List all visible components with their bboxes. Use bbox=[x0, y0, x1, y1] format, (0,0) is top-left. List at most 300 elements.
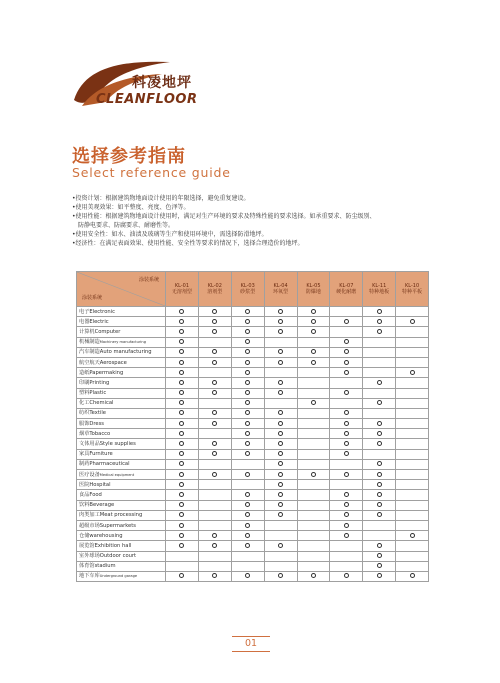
suitability-cell bbox=[166, 510, 199, 520]
suitable-circle-icon bbox=[245, 543, 250, 548]
suitable-circle-icon bbox=[344, 410, 349, 415]
industry-cn: 塑料 bbox=[79, 390, 90, 397]
industry-en: Papermaking bbox=[89, 369, 124, 376]
industry-en: Supermarkets bbox=[99, 522, 136, 529]
table-row bbox=[77, 347, 429, 357]
suitable-circle-icon bbox=[311, 319, 316, 324]
industry-cn: 汽车制造 bbox=[79, 349, 100, 356]
suitable-circle-icon bbox=[311, 309, 316, 314]
suitability-cell bbox=[363, 520, 396, 530]
suitable-circle-icon bbox=[344, 441, 349, 446]
suitability-cell bbox=[330, 337, 363, 347]
suitable-circle-icon bbox=[344, 390, 349, 395]
suitable-circle-icon bbox=[410, 573, 415, 578]
suitable-circle-icon bbox=[179, 512, 184, 517]
industry-en: Electric bbox=[89, 318, 109, 325]
column-code: KL-07 bbox=[339, 282, 354, 289]
industry-en: Underground garage bbox=[99, 574, 138, 579]
table-row bbox=[77, 561, 429, 571]
suitable-circle-icon bbox=[245, 421, 250, 426]
industry-cn: 造纸 bbox=[79, 369, 90, 376]
table-row bbox=[77, 480, 429, 490]
suitability-cell bbox=[396, 449, 429, 459]
suitability-cell bbox=[264, 459, 297, 469]
industry-cn: 机械制造 bbox=[79, 339, 100, 346]
table-corner-cell bbox=[77, 272, 166, 307]
suitable-circle-icon bbox=[179, 533, 184, 538]
suitability-cell bbox=[231, 531, 264, 541]
bullet-item: •使用美观效果：如平整度、亮度、色泽等。 bbox=[72, 204, 190, 211]
suitability-cell bbox=[297, 551, 330, 561]
suitability-cell bbox=[231, 357, 264, 367]
suitability-cell bbox=[396, 357, 429, 367]
column-header bbox=[166, 272, 199, 307]
suitability-cell bbox=[264, 347, 297, 357]
suitable-circle-icon bbox=[344, 339, 349, 344]
suitable-circle-icon bbox=[245, 309, 250, 314]
suitability-cell bbox=[396, 531, 429, 541]
column-name: 防爆地 bbox=[305, 289, 321, 295]
suitable-circle-icon bbox=[245, 349, 250, 354]
table-row bbox=[77, 398, 429, 408]
suitability-cell bbox=[166, 439, 199, 449]
suitable-circle-icon bbox=[179, 370, 184, 375]
suitability-cell bbox=[396, 307, 429, 317]
bullet-item: •使用性能：根据建筑物地面设计使用时，满足对生产环境的要求及特殊性能的要求选择。如承重要求、防尘级别、 bbox=[72, 213, 376, 220]
suitability-cell bbox=[396, 490, 429, 500]
suitability-cell bbox=[330, 419, 363, 429]
column-code: KL-01 bbox=[174, 282, 190, 289]
suitability-cell bbox=[264, 337, 297, 347]
suitability-cell bbox=[198, 439, 231, 449]
suitable-circle-icon bbox=[278, 309, 283, 314]
suitability-cell bbox=[264, 419, 297, 429]
suitability-cell bbox=[330, 551, 363, 561]
suitability-cell bbox=[396, 551, 429, 561]
suitability-cell bbox=[363, 398, 396, 408]
suitability-cell bbox=[264, 429, 297, 439]
suitability-cell bbox=[396, 398, 429, 408]
suitability-cell bbox=[166, 337, 199, 347]
suitability-cell bbox=[264, 317, 297, 327]
suitability-cell bbox=[231, 480, 264, 490]
suitable-circle-icon bbox=[179, 523, 184, 528]
column-header bbox=[363, 272, 396, 307]
suitable-circle-icon bbox=[344, 360, 349, 365]
suitable-circle-icon bbox=[410, 319, 415, 324]
suitability-cell bbox=[166, 520, 199, 530]
suitable-circle-icon bbox=[245, 370, 250, 375]
suitability-cell bbox=[198, 429, 231, 439]
suitable-circle-icon bbox=[278, 512, 283, 517]
industry-cn: 烟草 bbox=[79, 430, 90, 437]
bullet-item-continued: 防静电要求、防腐要求、耐磨性等。 bbox=[78, 222, 175, 229]
suitability-cell bbox=[363, 439, 396, 449]
suitability-cell bbox=[231, 490, 264, 500]
suitable-circle-icon bbox=[278, 451, 283, 456]
suitability-cell bbox=[264, 500, 297, 510]
table-row bbox=[77, 337, 429, 347]
suitability-cell bbox=[198, 561, 231, 571]
suitability-cell bbox=[363, 480, 396, 490]
industry-cn: 地下车库 bbox=[79, 573, 100, 580]
industry-label bbox=[77, 551, 166, 561]
suitability-cell bbox=[363, 408, 396, 418]
suitable-circle-icon bbox=[377, 553, 382, 558]
suitable-circle-icon bbox=[377, 461, 382, 466]
suitable-circle-icon bbox=[212, 390, 217, 395]
column-code: KL-05 bbox=[306, 282, 321, 289]
suitability-cell bbox=[330, 571, 363, 581]
suitable-circle-icon bbox=[212, 472, 217, 477]
column-name: 特种地板 bbox=[369, 289, 390, 295]
table-row bbox=[77, 541, 429, 551]
suitable-circle-icon bbox=[344, 370, 349, 375]
industry-cn: 家具 bbox=[79, 451, 90, 458]
bullet-item: •投资计划：根据建筑物地面设计使用的年限选择，避免重复建设。 bbox=[72, 195, 250, 202]
industry-label bbox=[77, 459, 166, 469]
column-code: KL-04 bbox=[273, 282, 288, 289]
column-header bbox=[231, 272, 264, 307]
suitable-circle-icon bbox=[344, 431, 349, 436]
suitability-cell bbox=[198, 531, 231, 541]
industry-en: Furniture bbox=[89, 451, 113, 458]
suitability-cell bbox=[297, 368, 330, 378]
suitability-cell bbox=[363, 317, 396, 327]
suitable-circle-icon bbox=[212, 543, 217, 548]
suitability-cell bbox=[396, 541, 429, 551]
suitable-circle-icon bbox=[278, 360, 283, 365]
suitable-circle-icon bbox=[278, 380, 283, 385]
suitability-cell bbox=[198, 571, 231, 581]
industry-label bbox=[77, 480, 166, 490]
suitability-cell bbox=[363, 357, 396, 367]
table-row bbox=[77, 470, 429, 480]
suitable-circle-icon bbox=[179, 329, 184, 334]
suitability-cell bbox=[198, 368, 231, 378]
suitable-circle-icon bbox=[377, 329, 382, 334]
suitability-cell bbox=[198, 398, 231, 408]
industry-cn: 文体用品 bbox=[79, 441, 100, 448]
table-row bbox=[77, 419, 429, 429]
industry-cn: 电子 bbox=[79, 308, 90, 315]
suitability-cell bbox=[297, 388, 330, 398]
suitability-cell bbox=[231, 510, 264, 520]
suitable-circle-icon bbox=[344, 533, 349, 538]
suitability-cell bbox=[396, 429, 429, 439]
industry-label bbox=[77, 378, 166, 388]
industry-label bbox=[77, 500, 166, 510]
suitable-circle-icon bbox=[245, 451, 250, 456]
suitability-cell bbox=[330, 459, 363, 469]
table-row bbox=[77, 429, 429, 439]
industry-cn: 电器 bbox=[79, 318, 90, 325]
industry-label bbox=[77, 317, 166, 327]
column-name: 特种平板 bbox=[402, 289, 423, 295]
suitable-circle-icon bbox=[212, 573, 217, 578]
suitable-circle-icon bbox=[179, 543, 184, 548]
suitability-cell bbox=[198, 551, 231, 561]
industry-en: Style supplies bbox=[99, 441, 136, 448]
suitability-cell bbox=[166, 531, 199, 541]
industry-label bbox=[77, 561, 166, 571]
suitability-cell bbox=[396, 510, 429, 520]
suitable-circle-icon bbox=[278, 319, 283, 324]
suitable-circle-icon bbox=[179, 492, 184, 497]
column-name: 砂浆型 bbox=[240, 289, 256, 295]
suitable-circle-icon bbox=[377, 543, 382, 548]
suitable-circle-icon bbox=[179, 349, 184, 354]
suitability-cell bbox=[231, 551, 264, 561]
suitability-cell bbox=[396, 459, 429, 469]
suitability-cell bbox=[396, 439, 429, 449]
suitable-circle-icon bbox=[377, 441, 382, 446]
industry-label bbox=[77, 531, 166, 541]
suitability-cell bbox=[198, 490, 231, 500]
table-row bbox=[77, 388, 429, 398]
suitability-cell bbox=[297, 500, 330, 510]
industry-label bbox=[77, 398, 166, 408]
suitability-cell bbox=[330, 378, 363, 388]
suitable-circle-icon bbox=[278, 441, 283, 446]
column-code: KL-10 bbox=[404, 282, 420, 289]
suitability-cell bbox=[264, 551, 297, 561]
suitable-circle-icon bbox=[377, 380, 382, 385]
suitable-circle-icon bbox=[245, 502, 250, 507]
table-row bbox=[77, 459, 429, 469]
suitability-cell bbox=[297, 347, 330, 357]
suitability-cell bbox=[396, 571, 429, 581]
industry-en: Beverage bbox=[89, 502, 115, 509]
suitability-cell bbox=[363, 388, 396, 398]
industry-cn: 制药 bbox=[79, 461, 90, 468]
suitable-circle-icon bbox=[212, 349, 217, 354]
industry-cn: 饮料 bbox=[79, 502, 90, 509]
suitable-circle-icon bbox=[278, 573, 283, 578]
suitability-cell bbox=[363, 541, 396, 551]
industry-en: Outdoor court bbox=[99, 553, 137, 560]
industry-en: Aerospace bbox=[99, 359, 127, 366]
suitable-circle-icon bbox=[344, 512, 349, 517]
suitability-cell bbox=[264, 388, 297, 398]
industry-en: Medical equipment bbox=[99, 472, 135, 477]
suitability-cell bbox=[297, 490, 330, 500]
suitable-circle-icon bbox=[278, 502, 283, 507]
suitable-circle-icon bbox=[212, 309, 217, 314]
suitable-circle-icon bbox=[278, 472, 283, 477]
suitability-cell bbox=[166, 347, 199, 357]
suitable-circle-icon bbox=[377, 573, 382, 578]
suitability-cell bbox=[264, 541, 297, 551]
suitability-cell bbox=[198, 470, 231, 480]
table-row bbox=[77, 500, 429, 510]
suitable-circle-icon bbox=[212, 410, 217, 415]
corner-label-bottom: 涂装系统 bbox=[82, 294, 103, 301]
suitability-cell bbox=[231, 459, 264, 469]
suitable-circle-icon bbox=[311, 400, 316, 405]
suitability-cell bbox=[264, 531, 297, 541]
column-header bbox=[396, 272, 429, 307]
suitable-circle-icon bbox=[179, 309, 184, 314]
suitability-cell bbox=[363, 337, 396, 347]
suitability-cell bbox=[330, 357, 363, 367]
suitable-circle-icon bbox=[179, 451, 184, 456]
suitable-circle-icon bbox=[344, 523, 349, 528]
suitability-cell bbox=[330, 449, 363, 459]
suitability-cell bbox=[264, 357, 297, 367]
suitability-cell bbox=[198, 408, 231, 418]
suitable-circle-icon bbox=[311, 349, 316, 354]
industry-label bbox=[77, 347, 166, 357]
suitable-circle-icon bbox=[212, 451, 217, 456]
suitability-cell bbox=[297, 459, 330, 469]
table-row bbox=[77, 510, 429, 520]
suitability-cell bbox=[231, 398, 264, 408]
suitable-circle-icon bbox=[377, 472, 382, 477]
suitability-cell bbox=[330, 520, 363, 530]
suitability-cell bbox=[363, 307, 396, 317]
suitability-cell bbox=[396, 520, 429, 530]
suitability-cell bbox=[330, 347, 363, 357]
suitability-cell bbox=[330, 327, 363, 337]
suitability-cell bbox=[166, 561, 199, 571]
suitability-cell bbox=[198, 307, 231, 317]
suitability-cell bbox=[231, 347, 264, 357]
suitable-circle-icon bbox=[245, 441, 250, 446]
suitable-circle-icon bbox=[377, 563, 382, 568]
industry-cn: 化工 bbox=[79, 400, 90, 407]
suitable-circle-icon bbox=[278, 431, 283, 436]
suitable-circle-icon bbox=[311, 472, 316, 477]
industry-cn: 展览馆 bbox=[79, 542, 95, 549]
suitability-cell bbox=[264, 327, 297, 337]
guide-bullet-list bbox=[72, 194, 442, 248]
industry-label bbox=[77, 357, 166, 367]
suitability-cell bbox=[166, 307, 199, 317]
suitability-cell bbox=[363, 449, 396, 459]
industry-cn: 体育馆 bbox=[79, 563, 95, 570]
suitable-circle-icon bbox=[212, 421, 217, 426]
suitability-cell bbox=[330, 429, 363, 439]
column-header bbox=[297, 272, 330, 307]
suitable-circle-icon bbox=[344, 573, 349, 578]
industry-label bbox=[77, 327, 166, 337]
suitability-cell bbox=[396, 317, 429, 327]
suitability-cell bbox=[198, 449, 231, 459]
suitable-circle-icon bbox=[179, 410, 184, 415]
bullet-item: •经济性：在满足表面效果、使用性能、安全性等要求的情况下，选择合理造价的地坪。 bbox=[72, 240, 304, 247]
suitability-cell bbox=[396, 480, 429, 490]
suitability-cell bbox=[330, 480, 363, 490]
suitable-circle-icon bbox=[377, 309, 382, 314]
suitability-cell bbox=[396, 347, 429, 357]
suitability-cell bbox=[363, 510, 396, 520]
suitability-cell bbox=[198, 419, 231, 429]
suitability-cell bbox=[396, 337, 429, 347]
suitability-cell bbox=[330, 439, 363, 449]
suitable-circle-icon bbox=[377, 502, 382, 507]
suitability-cell bbox=[231, 561, 264, 571]
suitable-circle-icon bbox=[212, 360, 217, 365]
suitable-circle-icon bbox=[245, 523, 250, 528]
company-logo bbox=[70, 56, 200, 118]
suitable-circle-icon bbox=[377, 400, 382, 405]
suitability-cell bbox=[231, 500, 264, 510]
suitability-cell bbox=[330, 561, 363, 571]
logo-chinese-name: 科凌地坪 bbox=[132, 75, 192, 91]
suitability-cell bbox=[363, 551, 396, 561]
suitability-cell bbox=[297, 337, 330, 347]
suitability-cell bbox=[166, 541, 199, 551]
table-row bbox=[77, 531, 429, 541]
suitability-cell bbox=[297, 378, 330, 388]
suitability-cell bbox=[330, 510, 363, 520]
table-row bbox=[77, 490, 429, 500]
suitability-cell bbox=[264, 378, 297, 388]
suitability-cell bbox=[363, 561, 396, 571]
suitability-cell bbox=[264, 561, 297, 571]
suitability-cell bbox=[198, 500, 231, 510]
suitability-cell bbox=[166, 378, 199, 388]
industry-label bbox=[77, 337, 166, 347]
industry-cn: 食品 bbox=[79, 491, 90, 498]
suitable-circle-icon bbox=[245, 360, 250, 365]
industry-label bbox=[77, 419, 166, 429]
industry-en: Plastic bbox=[89, 390, 107, 397]
suitable-circle-icon bbox=[377, 319, 382, 324]
table-row bbox=[77, 307, 429, 317]
suitability-cell bbox=[330, 408, 363, 418]
suitable-circle-icon bbox=[245, 573, 250, 578]
industry-cn: 医院 bbox=[79, 481, 90, 488]
suitable-circle-icon bbox=[377, 482, 382, 487]
suitability-cell bbox=[264, 510, 297, 520]
suitability-cell bbox=[363, 531, 396, 541]
industry-cn: 印刷 bbox=[79, 379, 90, 386]
suitability-cell bbox=[363, 378, 396, 388]
column-header bbox=[264, 272, 297, 307]
bullet-item: •使用安全性：如水、油渍及玻璃等生产和使用环境中，需选择防滑地坪。 bbox=[72, 231, 268, 238]
suitability-cell bbox=[264, 439, 297, 449]
suitable-circle-icon bbox=[344, 349, 349, 354]
suitability-cell bbox=[231, 327, 264, 337]
suitability-cell bbox=[396, 419, 429, 429]
suitable-circle-icon bbox=[278, 349, 283, 354]
suitability-cell bbox=[330, 368, 363, 378]
suitable-circle-icon bbox=[179, 573, 184, 578]
industry-cn: 仓储 bbox=[79, 532, 90, 539]
suitable-circle-icon bbox=[179, 400, 184, 405]
suitability-cell bbox=[264, 398, 297, 408]
table-row bbox=[77, 571, 429, 581]
suitable-circle-icon bbox=[278, 461, 283, 466]
suitability-cell bbox=[396, 408, 429, 418]
column-name: 无溶剂型 bbox=[171, 289, 192, 295]
industry-cn: 超级市场 bbox=[79, 522, 100, 529]
suitability-cell bbox=[166, 480, 199, 490]
suitable-circle-icon bbox=[245, 410, 250, 415]
suitability-cell bbox=[166, 449, 199, 459]
suitability-cell bbox=[231, 470, 264, 480]
table-row bbox=[77, 327, 429, 337]
page-title: 选择参考指南 bbox=[72, 146, 186, 167]
suitability-cell bbox=[330, 307, 363, 317]
suitability-cell bbox=[264, 307, 297, 317]
suitable-circle-icon bbox=[410, 370, 415, 375]
suitability-cell bbox=[198, 459, 231, 469]
suitable-circle-icon bbox=[179, 461, 184, 466]
suitable-circle-icon bbox=[245, 492, 250, 497]
